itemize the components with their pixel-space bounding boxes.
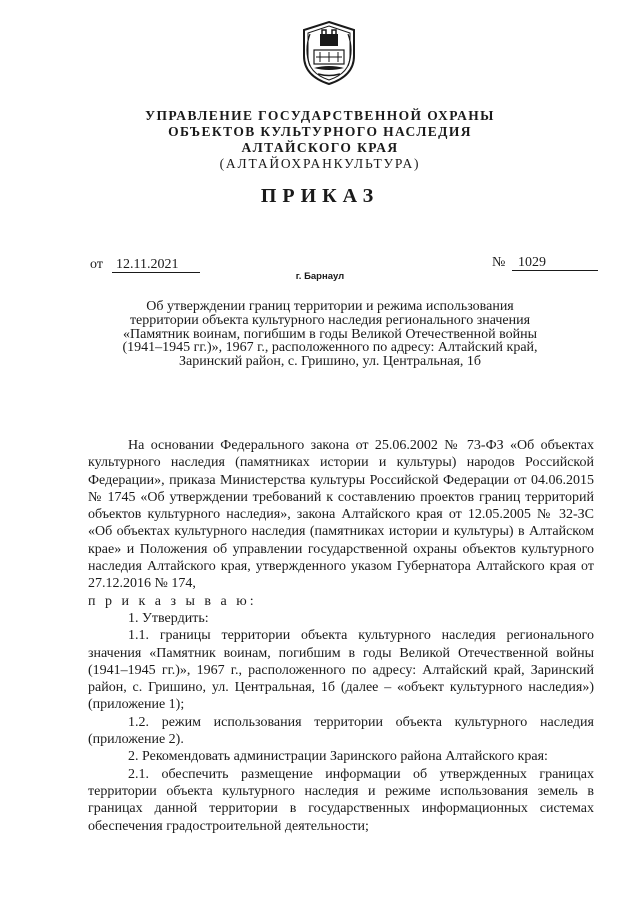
date-label: от — [90, 257, 103, 272]
item-2: 2. Рекомендовать администрации Заринского района Алтайского края: — [128, 749, 548, 765]
org-name-line-3: АЛТАЙСКОГО КРАЯ — [241, 140, 399, 155]
coat-of-arms-emblem — [300, 20, 358, 86]
item-2-1: 2.1. обеспечить размещение информации об утвержденных границах территории объекта культурного наследия и режиме использования земель в границах данной территории в государственных информационных системах обеспечения градостроительной деятельности; — [88, 766, 594, 834]
item-1: 1. Утвердить: — [128, 610, 209, 626]
city: г. Барнаул — [295, 271, 345, 282]
preamble-paragraph: На основании Федерального закона от 25.06.2002 № 73-ФЗ «Об объектах культурного наследия (памятниках истории и культуры) народов Российской Федерации», приказа Министерства культуры Российской Федерации от 04.06.2015 № 1745 «Об утверждении требований к составлению проектов границ территорий объектов культурного наследия», закона Алтайского края от 12.05.2005 № 32-ЗС «Об объектах культурного наследия (памятниках истории и культуры) в Алтайском крае» и Положения об управлении государственной охраны объектов культурного наследия Алтайского края, утвержденного указом Губернатора Алтайского края от 27.12.2016 № 174, — [88, 438, 594, 592]
org-abbreviation: (АЛТАЙОХРАНКУЛЬТУРА) — [219, 156, 421, 171]
document-date: 12.11.2021 — [112, 257, 200, 273]
item-1-2: 1.2. режим использования территории объекта культурного наследия (приложение 2). — [88, 714, 594, 748]
document-subject: Об утверждении границ территории и режима использования территории объекта культурного наследия регионального значения «Памятник воинам, погибшим в годы Великой Отечественной войны (1941–1945 гг.)», 1967 г., расположенного по адресу: Алтайский край, Заринский район, с. Гришино, ул. Центральная, 1б — [122, 299, 538, 370]
org-name-line-1: УПРАВЛЕНИЕ ГОСУДАРСТВЕННОЙ ОХРАНЫ — [145, 108, 495, 123]
item-1-1: 1.1. границы территории объекта культурного наследия регионального значения «Памятник воинам, погибшим в годы Великой Отечественной войны (1941–1945 гг.)», 1967 г., расположенного по адресу: Алтайский край, Заринский район, с. Гришино, ул. Центральная, 1б (далее – «объект культурного наследия») (приложение 1); — [88, 628, 594, 713]
org-name-line-2: ОБЪЕКТОВ КУЛЬТУРНОГО НАСЛЕДИЯ — [168, 124, 472, 139]
number-label: № — [492, 255, 506, 270]
document-number: 1029 — [512, 255, 598, 271]
document-title: ПРИКАЗ — [260, 185, 380, 207]
document-body — [88, 437, 594, 835]
decree-word: п р и к а з ы в а ю: — [88, 593, 257, 609]
